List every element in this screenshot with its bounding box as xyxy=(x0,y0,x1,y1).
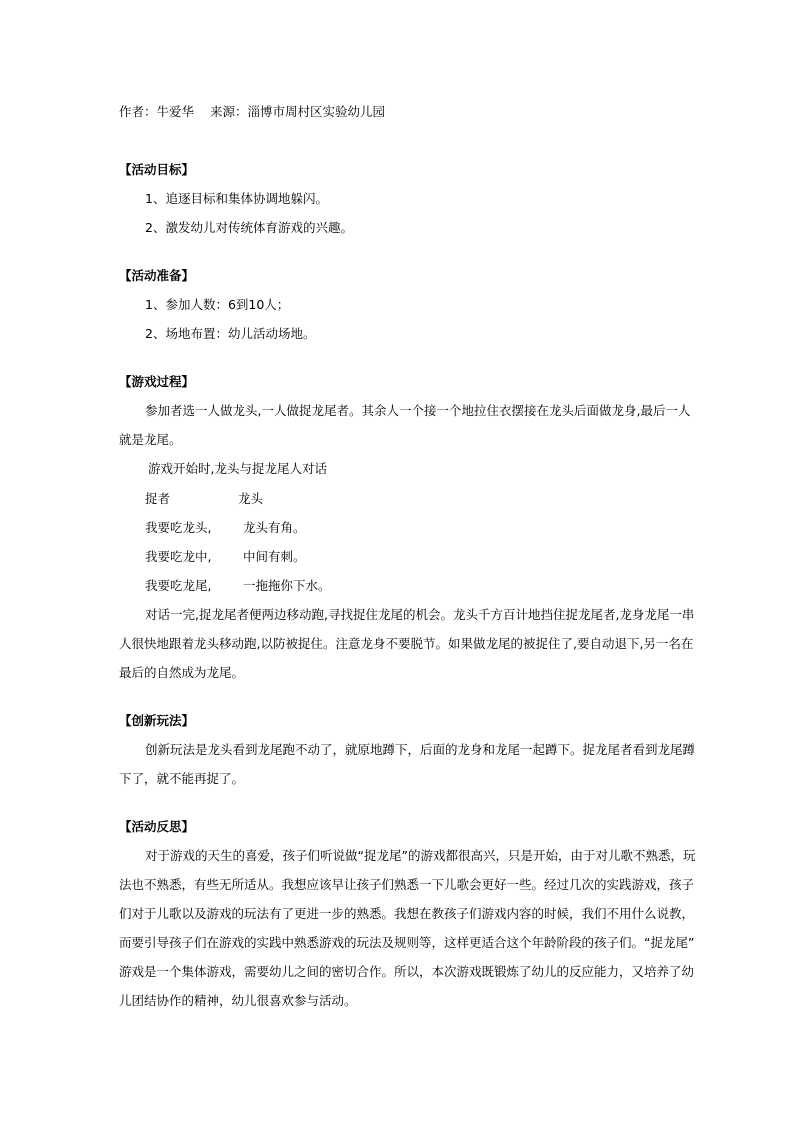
dialog-left: 我要吃龙头, xyxy=(145,520,212,535)
reflection-line: 们对于儿歌以及游戏的玩法有了更进一步的熟悉。我想在教孩子们游戏内容的时候，我们不用什么说教， xyxy=(119,906,695,921)
dialog-left: 我要吃龙中, xyxy=(145,549,212,564)
innovation-line: 下了，就不能再捉了。 xyxy=(119,771,245,786)
dialog-right: 龙头 xyxy=(238,491,264,506)
process-rules-line: 对话一完,捉龙尾者便两边移动跑,寻找捉住龙尾的机会。龙头千方百计地挡住捉龙尾者,龙身龙尾一串 xyxy=(145,607,695,622)
process-rules-line: 人很快地跟着龙头移动跑,以防被捉住。注意龙身不要脱节。如果做龙尾的被捉住了,要自动退下,另一名在 xyxy=(119,636,694,651)
dialog-right: 中间有刺。 xyxy=(243,549,306,564)
reflection-line: 而要引导孩子们在游戏的实践中熟悉游戏的玩法及规则等，这样更适合这个年龄阶段的孩子们。“捉龙尾” xyxy=(119,935,695,950)
process-intro-line: 就是龙尾。 xyxy=(119,432,182,447)
reflection-line: 游戏是一个集体游戏，需要幼儿之间的密切合作。所以，本次游戏既锻炼了幼儿的反应能力，又培养了幼 xyxy=(119,964,695,979)
reflection-line: 儿团结协作的精神，幼儿很喜欢参与活动。 xyxy=(119,993,357,1008)
reflection-line: 对于游戏的天生的喜爱，孩子们听说做“捉龙尾”的游戏都很高兴，只是开始，由于对儿歌不熟悉，玩 xyxy=(145,848,696,863)
goal-item: 1、追逐目标和集体协调地躲闪。 xyxy=(145,191,328,206)
dialog-right: 龙头有角。 xyxy=(243,520,306,535)
reflection-heading: 【活动反思】 xyxy=(119,819,195,834)
dialog-intro: 游戏开始时,龙头与捉龙尾人对话 xyxy=(148,461,327,476)
source: 来源：淄博市周村区实验幼儿园 xyxy=(210,104,386,119)
reflection-line: 法也不熟悉，有些无所适从。我想应该早让孩子们熟悉一下儿歌会更好一些。经过几次的实践游戏，孩子 xyxy=(119,877,695,892)
prep-item: 1、参加人数：6到10人； xyxy=(145,297,290,312)
goal-item: 2、激发幼儿对传统体育游戏的兴趣。 xyxy=(145,220,353,235)
author: 作者：牛爱华 xyxy=(119,104,195,119)
dialog-left: 捉者 xyxy=(145,491,171,506)
innovation-line: 创新玩法是龙头看到龙尾跑不动了，就原地蹲下，后面的龙身和龙尾一起蹲下。捉龙尾者看到龙尾蹲 xyxy=(145,742,696,757)
prep-heading: 【活动准备】 xyxy=(119,268,195,283)
prep-item: 2、场地布置：幼儿活动场地。 xyxy=(145,326,316,341)
dialog-right: 一拖拖你下水。 xyxy=(243,578,331,593)
process-intro-line: 参加者选一人做龙头,一人做捉龙尾者。其余人一个接一个地拉住衣摆接在龙头后面做龙身,最后一人 xyxy=(145,403,691,418)
process-heading: 【游戏过程】 xyxy=(119,374,195,389)
goal-heading: 【活动目标】 xyxy=(119,162,195,177)
innovation-heading: 【创新玩法】 xyxy=(119,713,195,728)
process-rules-line: 最后的自然成为龙尾。 xyxy=(119,665,245,680)
dialog-left: 我要吃龙尾, xyxy=(145,578,212,593)
